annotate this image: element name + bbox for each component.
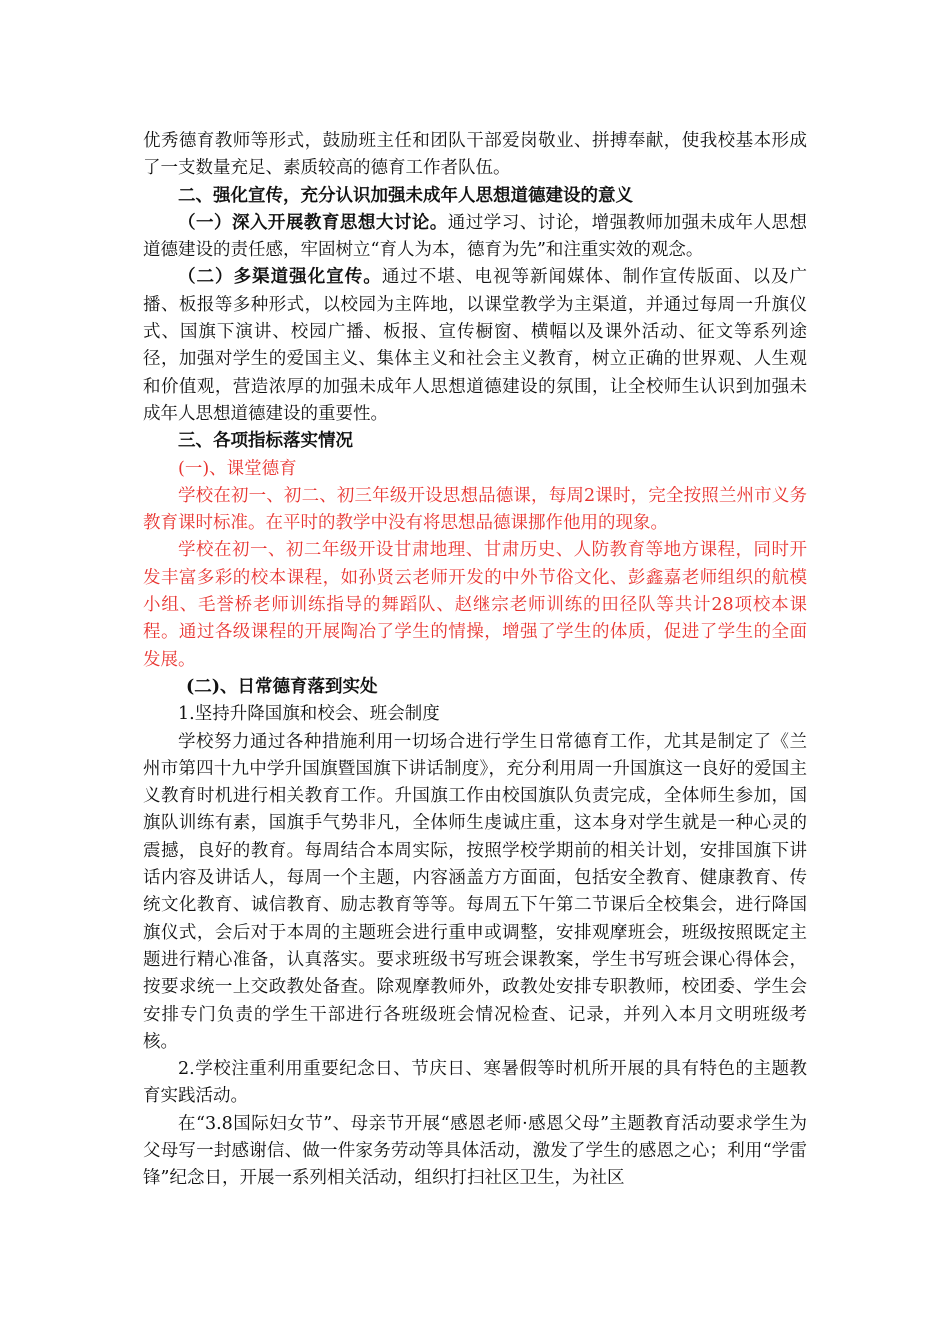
section-3-1-paragraph-1: 学校在初一、初二、初三年级开设思想品德课，每周2课时，完全按照兰州市义务教育课时标准。在平时的教学中没有将思想品德课挪作他用的现象。 [143,485,807,534]
section-2-2-paragraph [143,264,807,428]
intro-paragraph: 优秀德育教师等形式，鼓励班主任和团队干部爱岗敬业、拼搏奉献，使我校基本形成了一支数量充足、素质较高的德育工作者队伍。 [143,131,807,179]
section-3-2-paragraph-2: 在“3.8国际妇女节”、母亲节开展“感恩老师·感恩父母”主题教育活动要求学生为父母写一封感谢信、做一件家务劳动等具体活动，激发了学生的感恩之心；利用“学雷锋”纪念日，开展一系列相关活动，组织打扫社区卫生，为社区 [143,1113,807,1189]
section-2-1-paragraph [143,210,807,265]
section-3-2-paragraph-1: 学校努力通过各种措施利用一切场合进行学生日常德育工作，尤其是制定了《兰州市第四十九中学升国旗暨国旗下讲话制度》，充分利用周一升国旗这一良好的爱国主义教育时机进行相关教育工作。升国旗工作由校国旗队负责完成，全体师生参加，国旗队训练有素，国旗手气势非凡，全体师生虔诚庄重，这本身对学生就是一种心灵的震撼，良好的教育。每周结合本周实际，按照学校学期前的相关计划，安排国旗下讲话内容及讲话人，每周一个主题，内容涵盖方方面面，包括安全教育、健康教育、传统文化教育、诚信教育、励志教育等等。每周五下午第二节课后全校集会，进行降国旗仪式，会后对于本周的主题班会进行重申或调整，安排观摩班会，班级按照既定主题进行精心准备，认真落实。要求班级书写班会课教案，学生书写班会课心得体会，按要求统一上交政教处备查。除观摩教师外，政教处安排专职教师，校团委、学生会安排专门负责的学生干部进行各班级班会情况检查、记录，并列入本月文明班级考核。 [143,731,807,1052]
section-3-2-item-1: 1.坚持升降国旗和校会、班会制度 [178,704,440,725]
section-2-heading: 二、强化宣传，充分认识加强未成年人思想道德建设的意义 [178,185,633,206]
section-3-2-item-2: 2.学校注重利用重要纪念日、节庆日、寒暑假等时机所开展的具有特色的主题教育实践活动。 [143,1059,807,1107]
document-page [143,128,807,1193]
section-2-2-lead: （二）多渠道强化宣传。 [178,267,382,288]
section-2-1-body: 通过学习、讨论，增强教师加强未成年人思想道德建设的责任感，牢固树立“育人为本，德育为先”和注重实效的观念。 [143,212,808,261]
section-3-2-title: (二)、日常德育落到实处 [186,676,378,697]
section-3-heading: 三、各项指标落实情况 [178,431,353,452]
section-3-1-paragraph-2: 学校在初一、初二年级开设甘肃地理、甘肃历史、人防教育等地方课程，同时开发丰富多彩的校本课程，如孙贤云老师开发的中外节俗文化、彭鑫嘉老师组织的航模小组、毛誉桥老师训练指导的舞蹈队、赵继宗老师训练的田径队等共计28项校本课程。通过各级课程的开展陶冶了学生的情操，增强了学生的体质，促进了学生的全面发展。 [143,540,807,670]
section-2-2-body: 通过不堪、电视等新闻媒体、制作宣传版面、以及广播、板报等多种形式，以校园为主阵地，以课堂教学为主渠道，并通过每周一升旗仪式、国旗下演讲、校园广播、板报、宣传橱窗、横幅以及课外活动、征文等系列途径，加强对学生的爱国主义、集体主义和社会主义教育，树立正确的世界观、人生观和价值观，营造浓厚的加强未成年人思想道德建设的氛围，让全校师生认识到加强未成年人思想道德建设的重要性。 [143,267,808,424]
section-2-1-lead: （一）深入开展教育思想大讨论。 [178,212,448,233]
section-3-1-title: (一)、课堂德育 [178,458,297,479]
